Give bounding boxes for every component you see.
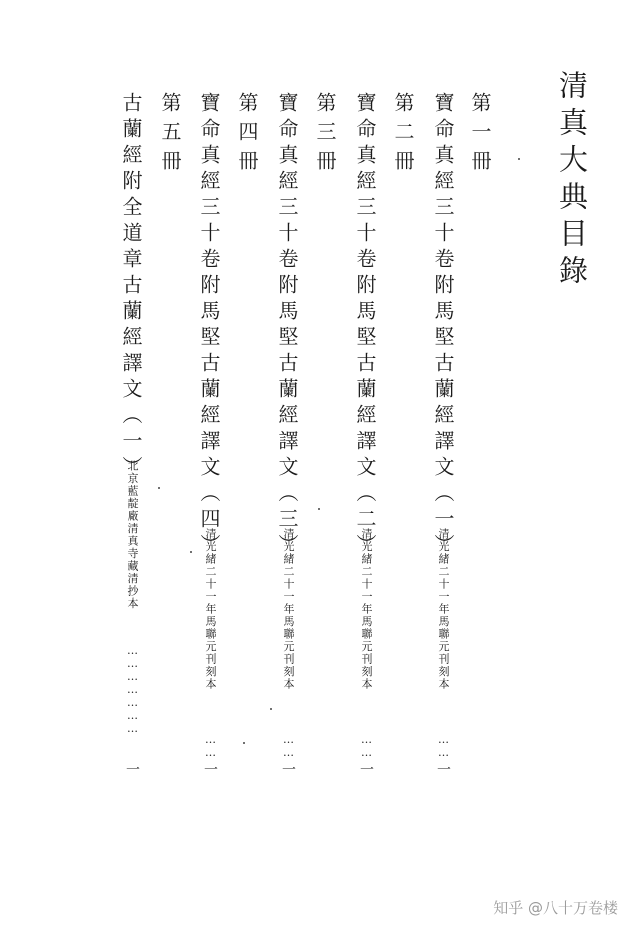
entry-edition-note: 清光緒二十一年馬聯元刊刻本 <box>360 528 373 691</box>
page-title: 清真大典目錄 <box>555 70 589 292</box>
volume-label: 第一冊 <box>468 92 492 179</box>
entry-title: 寶命真經三十卷附馬堅古蘭經譯文（三） <box>275 92 299 560</box>
entry-title: 寶命真經三十卷附馬堅古蘭經譯文（二） <box>353 92 377 560</box>
entry-title: 古蘭經附全道章古蘭經譯文（一） <box>119 92 143 482</box>
leader-dots: ………………… <box>126 644 139 735</box>
scan-speck <box>270 708 272 710</box>
entry-title: 寶命真經三十卷附馬堅古蘭經譯文（四） <box>197 92 221 560</box>
entry-edition-note: 北京藍靛廠清真寺藏清抄本 <box>126 460 139 610</box>
leader-dots: …… <box>360 733 373 759</box>
volume-label: 第二冊 <box>391 92 415 179</box>
page-number: 一 <box>358 762 374 776</box>
watermark: 知乎 @八十万卷楼 <box>493 899 618 917</box>
entry-edition-note: 清光緒二十一年馬聯元刊刻本 <box>437 528 450 691</box>
scan-speck <box>518 158 520 160</box>
leader-dots: …… <box>437 733 450 759</box>
leader-dots: …… <box>204 733 217 759</box>
scan-speck <box>158 487 160 489</box>
page-number: 一 <box>202 762 218 776</box>
volume-label: 第五冊 <box>158 92 182 179</box>
leader-dots: …… <box>282 733 295 759</box>
page-number: 一 <box>280 762 296 776</box>
page-number: 一 <box>124 762 140 776</box>
entry-edition-note: 清光緒二十一年馬聯元刊刻本 <box>204 528 217 691</box>
scan-speck <box>243 742 245 744</box>
entry-title: 寶命真經三十卷附馬堅古蘭經譯文（一） <box>431 92 455 560</box>
scan-speck <box>190 551 192 553</box>
page-number: 一 <box>435 762 451 776</box>
volume-label: 第四冊 <box>235 92 259 179</box>
scan-speck <box>318 508 320 510</box>
entry-edition-note: 清光緒二十一年馬聯元刊刻本 <box>282 528 295 691</box>
volume-label: 第三冊 <box>313 92 337 179</box>
